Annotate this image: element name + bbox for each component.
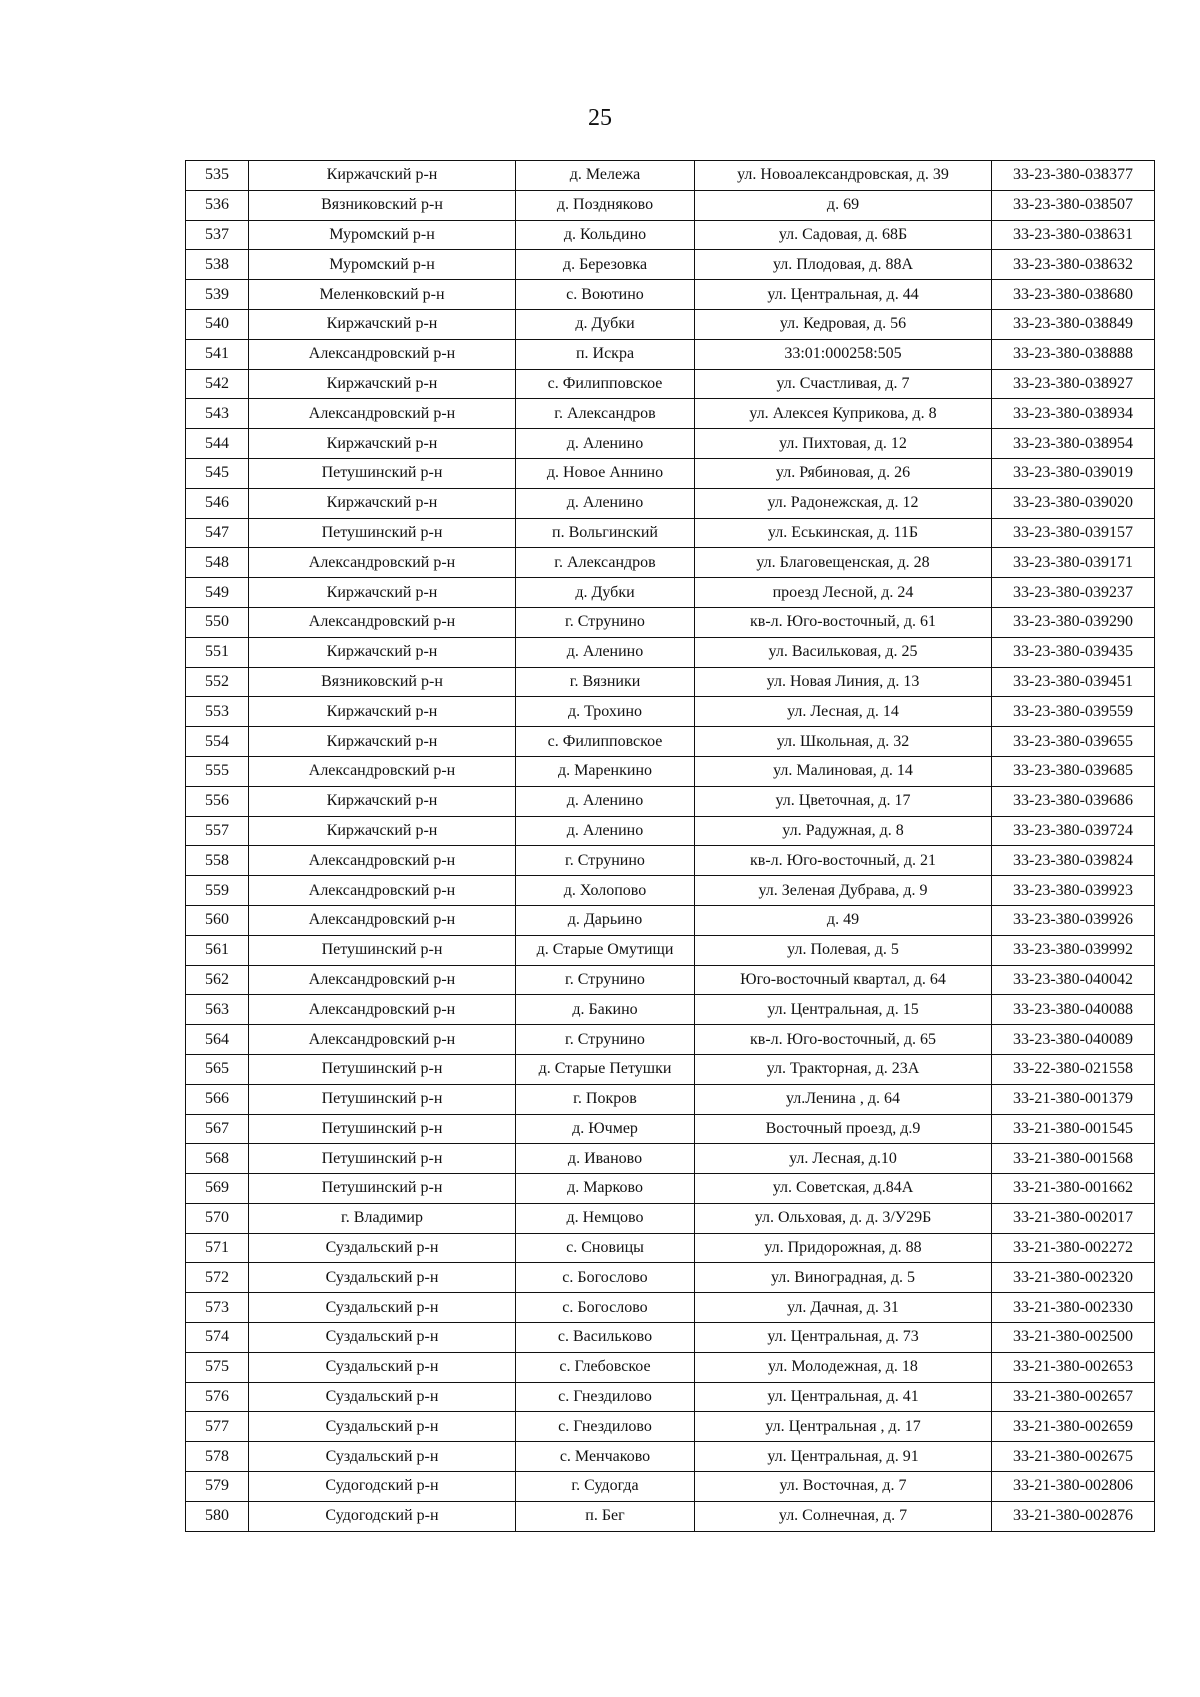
row-number: 573: [186, 1293, 249, 1323]
row-number: 551: [186, 637, 249, 667]
locality-cell: д. Новое Аннино: [516, 458, 695, 488]
table-row: [186, 518, 1155, 548]
table-row: [186, 458, 1155, 488]
district-cell: Судогодский р-н: [249, 1472, 516, 1502]
district-cell: г. Владимир: [249, 1203, 516, 1233]
cadastral-code-cell: 33-23-380-038680: [992, 280, 1155, 310]
address-cell: ул. Радонежская, д. 12: [695, 488, 992, 518]
cadastral-code-cell: 33-21-380-002017: [992, 1203, 1155, 1233]
address-cell: ул. Центральная, д. 91: [695, 1442, 992, 1472]
table-row: [186, 369, 1155, 399]
cadastral-code-cell: 33-23-380-039237: [992, 578, 1155, 608]
cadastral-code-cell: 33-23-380-039451: [992, 667, 1155, 697]
address-cell: ул. Школьная, д. 32: [695, 727, 992, 757]
cadastral-code-cell: 33-21-380-002330: [992, 1293, 1155, 1323]
locality-cell: г. Струнино: [516, 846, 695, 876]
address-cell: ул. Счастливая, д. 7: [695, 369, 992, 399]
cadastral-code-cell: 33-23-380-038954: [992, 429, 1155, 459]
cadastral-code-cell: 33-23-380-040089: [992, 1025, 1155, 1055]
row-number: 553: [186, 697, 249, 727]
locality-cell: с. Глебовское: [516, 1352, 695, 1382]
row-number: 540: [186, 309, 249, 339]
cadastral-code-cell: 33-21-380-001379: [992, 1084, 1155, 1114]
address-cell: ул. Центральная, д. 15: [695, 995, 992, 1025]
district-cell: Киржачский р-н: [249, 637, 516, 667]
row-number: 558: [186, 846, 249, 876]
address-cell: кв-л. Юго-восточный, д. 21: [695, 846, 992, 876]
cadastral-code-cell: 33-21-380-002500: [992, 1323, 1155, 1353]
table-row: [186, 876, 1155, 906]
cadastral-code-cell: 33-23-380-038934: [992, 399, 1155, 429]
table-row: [186, 816, 1155, 846]
cadastral-code-cell: 33-23-380-038631: [992, 220, 1155, 250]
locality-cell: г. Александров: [516, 548, 695, 578]
table-row: [186, 1203, 1155, 1233]
row-number: 569: [186, 1174, 249, 1204]
table-row: [186, 1442, 1155, 1472]
address-cell: ул. Новоалександровская, д. 39: [695, 161, 992, 191]
table-row: [186, 1352, 1155, 1382]
address-cell: Юго-восточный квартал, д. 64: [695, 965, 992, 995]
table-row: [186, 399, 1155, 429]
address-cell: ул. Радужная, д. 8: [695, 816, 992, 846]
cadastral-code-cell: 33-23-380-039926: [992, 905, 1155, 935]
row-number: 535: [186, 161, 249, 191]
cadastral-code-cell: 33-23-380-039685: [992, 756, 1155, 786]
locality-cell: с. Сновицы: [516, 1233, 695, 1263]
cadastral-code-cell: 33-23-380-039824: [992, 846, 1155, 876]
table-row: [186, 846, 1155, 876]
address-cell: ул. Лесная, д. 14: [695, 697, 992, 727]
locality-cell: д. Немцово: [516, 1203, 695, 1233]
district-cell: Киржачский р-н: [249, 488, 516, 518]
locality-cell: с. Гнездилово: [516, 1412, 695, 1442]
district-cell: Александровский р-н: [249, 756, 516, 786]
locality-cell: д. Мележа: [516, 161, 695, 191]
district-cell: Петушинский р-н: [249, 1144, 516, 1174]
address-cell: ул. Благовещенская, д. 28: [695, 548, 992, 578]
table-row: [186, 1412, 1155, 1442]
row-number: 577: [186, 1412, 249, 1442]
table-row: [186, 1501, 1155, 1531]
locality-cell: д. Старые Петушки: [516, 1054, 695, 1084]
cadastral-code-cell: 33-23-380-038632: [992, 250, 1155, 280]
row-number: 556: [186, 786, 249, 816]
locality-cell: д. Дарьино: [516, 905, 695, 935]
row-number: 547: [186, 518, 249, 548]
locality-cell: с. Филипповское: [516, 369, 695, 399]
row-number: 579: [186, 1472, 249, 1502]
address-cell: ул. Зеленая Дубрава, д. 9: [695, 876, 992, 906]
table-row: [186, 905, 1155, 935]
cadastral-code-cell: 33-21-380-002876: [992, 1501, 1155, 1531]
row-number: 557: [186, 816, 249, 846]
district-cell: Александровский р-н: [249, 905, 516, 935]
locality-cell: г. Вязники: [516, 667, 695, 697]
address-cell: ул. Малиновая, д. 14: [695, 756, 992, 786]
cadastral-code-cell: 33-21-380-001568: [992, 1144, 1155, 1174]
row-number: 554: [186, 727, 249, 757]
row-number: 542: [186, 369, 249, 399]
table-row: [186, 786, 1155, 816]
table-row: [186, 1174, 1155, 1204]
district-cell: Суздальский р-н: [249, 1293, 516, 1323]
address-cell: ул. Солнечная, д. 7: [695, 1501, 992, 1531]
cadastral-code-cell: 33-21-380-001545: [992, 1114, 1155, 1144]
cadastral-code-cell: 33-23-380-039724: [992, 816, 1155, 846]
address-cell: д. 69: [695, 190, 992, 220]
cadastral-code-cell: 33-23-380-038888: [992, 339, 1155, 369]
locality-cell: д. Дубки: [516, 309, 695, 339]
address-cell: ул. Придорожная, д. 88: [695, 1233, 992, 1263]
cadastral-code-cell: 33-23-380-040088: [992, 995, 1155, 1025]
page-number: 25: [588, 105, 612, 131]
address-cell: д. 49: [695, 905, 992, 935]
table-row: [186, 1263, 1155, 1293]
locality-cell: д. Маренкино: [516, 756, 695, 786]
table-row: [186, 1472, 1155, 1502]
district-cell: Петушинский р-н: [249, 1174, 516, 1204]
locality-cell: д. Трохино: [516, 697, 695, 727]
district-cell: Петушинский р-н: [249, 518, 516, 548]
locality-cell: г. Струнино: [516, 607, 695, 637]
address-cell: ул. Полевая, д. 5: [695, 935, 992, 965]
address-cell: Восточный проезд, д.9: [695, 1114, 992, 1144]
district-cell: Вязниковский р-н: [249, 190, 516, 220]
registry-table-body: [186, 161, 1155, 1532]
locality-cell: с. Богослово: [516, 1293, 695, 1323]
table-row: [186, 935, 1155, 965]
cadastral-code-cell: 33-21-380-002272: [992, 1233, 1155, 1263]
district-cell: Суздальский р-н: [249, 1442, 516, 1472]
district-cell: Киржачский р-н: [249, 578, 516, 608]
district-cell: Александровский р-н: [249, 399, 516, 429]
row-number: 568: [186, 1144, 249, 1174]
locality-cell: с. Гнездилово: [516, 1382, 695, 1412]
table-row: [186, 280, 1155, 310]
cadastral-code-cell: 33-23-380-039171: [992, 548, 1155, 578]
locality-cell: д. Аленино: [516, 429, 695, 459]
locality-cell: п. Искра: [516, 339, 695, 369]
district-cell: Суздальский р-н: [249, 1263, 516, 1293]
address-cell: ул. Пихтовая, д. 12: [695, 429, 992, 459]
row-number: 555: [186, 756, 249, 786]
cadastral-code-cell: 33-23-380-039435: [992, 637, 1155, 667]
address-cell: кв-л. Юго-восточный, д. 65: [695, 1025, 992, 1055]
table-row: [186, 1025, 1155, 1055]
address-cell: ул. Васильковая, д. 25: [695, 637, 992, 667]
cadastral-code-cell: 33-23-380-039157: [992, 518, 1155, 548]
row-number: 571: [186, 1233, 249, 1263]
table-row: [186, 1144, 1155, 1174]
table-row: [186, 1233, 1155, 1263]
table-row: [186, 756, 1155, 786]
address-cell: проезд Лесной, д. 24: [695, 578, 992, 608]
table-row: [186, 1323, 1155, 1353]
district-cell: Судогодский р-н: [249, 1501, 516, 1531]
district-cell: Суздальский р-н: [249, 1323, 516, 1353]
row-number: 570: [186, 1203, 249, 1233]
locality-cell: д. Холопово: [516, 876, 695, 906]
locality-cell: г. Александров: [516, 399, 695, 429]
locality-cell: г. Покров: [516, 1084, 695, 1114]
address-cell: ул. Еськинская, д. 11Б: [695, 518, 992, 548]
district-cell: Киржачский р-н: [249, 697, 516, 727]
table-row: [186, 488, 1155, 518]
row-number: 538: [186, 250, 249, 280]
row-number: 578: [186, 1442, 249, 1472]
locality-cell: п. Бег: [516, 1501, 695, 1531]
table-row: [186, 578, 1155, 608]
locality-cell: д. Иваново: [516, 1144, 695, 1174]
cadastral-code-cell: 33-23-380-039290: [992, 607, 1155, 637]
row-number: 564: [186, 1025, 249, 1055]
district-cell: Суздальский р-н: [249, 1412, 516, 1442]
district-cell: Петушинский р-н: [249, 458, 516, 488]
locality-cell: д. Березовка: [516, 250, 695, 280]
table-row: [186, 309, 1155, 339]
row-number: 572: [186, 1263, 249, 1293]
row-number: 541: [186, 339, 249, 369]
row-number: 580: [186, 1501, 249, 1531]
row-number: 560: [186, 905, 249, 935]
district-cell: Александровский р-н: [249, 1025, 516, 1055]
table-row: [186, 548, 1155, 578]
district-cell: Киржачский р-н: [249, 161, 516, 191]
table-row: [186, 1084, 1155, 1114]
row-number: 546: [186, 488, 249, 518]
row-number: 548: [186, 548, 249, 578]
district-cell: Киржачский р-н: [249, 816, 516, 846]
address-cell: ул. Ольховая, д. д. 3/У29Б: [695, 1203, 992, 1233]
table-row: [186, 727, 1155, 757]
table-row: [186, 667, 1155, 697]
cadastral-code-cell: 33-23-380-038377: [992, 161, 1155, 191]
cadastral-code-cell: 33-21-380-002675: [992, 1442, 1155, 1472]
address-cell: ул. Лесная, д.10: [695, 1144, 992, 1174]
locality-cell: д. Старые Омутищи: [516, 935, 695, 965]
row-number: 563: [186, 995, 249, 1025]
cadastral-code-cell: 33-23-380-039019: [992, 458, 1155, 488]
table-row: [186, 607, 1155, 637]
row-number: 537: [186, 220, 249, 250]
cadastral-code-cell: 33-23-380-039655: [992, 727, 1155, 757]
table-row: [186, 995, 1155, 1025]
district-cell: Александровский р-н: [249, 339, 516, 369]
address-cell: ул. Новая Линия, д. 13: [695, 667, 992, 697]
cadastral-code-cell: 33-23-380-039992: [992, 935, 1155, 965]
locality-cell: д. Поздняково: [516, 190, 695, 220]
locality-cell: с. Васильково: [516, 1323, 695, 1353]
locality-cell: д. Аленино: [516, 488, 695, 518]
row-number: 567: [186, 1114, 249, 1144]
row-number: 566: [186, 1084, 249, 1114]
row-number: 561: [186, 935, 249, 965]
cadastral-code-cell: 33-23-380-039923: [992, 876, 1155, 906]
address-cell: ул. Алексея Куприкова, д. 8: [695, 399, 992, 429]
district-cell: Александровский р-н: [249, 548, 516, 578]
district-cell: Александровский р-н: [249, 995, 516, 1025]
locality-cell: д. Аленино: [516, 637, 695, 667]
locality-cell: д. Аленино: [516, 816, 695, 846]
row-number: 545: [186, 458, 249, 488]
district-cell: Киржачский р-н: [249, 786, 516, 816]
row-number: 574: [186, 1323, 249, 1353]
row-number: 565: [186, 1054, 249, 1084]
locality-cell: д. Ючмер: [516, 1114, 695, 1144]
address-cell: ул. Восточная, д. 7: [695, 1472, 992, 1502]
table-row: [186, 1054, 1155, 1084]
table-row: [186, 161, 1155, 191]
row-number: 575: [186, 1352, 249, 1382]
locality-cell: д. Аленино: [516, 786, 695, 816]
cadastral-code-cell: 33-22-380-021558: [992, 1054, 1155, 1084]
address-cell: ул. Виноградная, д. 5: [695, 1263, 992, 1293]
row-number: 544: [186, 429, 249, 459]
district-cell: Киржачский р-н: [249, 309, 516, 339]
district-cell: Муромский р-н: [249, 250, 516, 280]
table-row: [186, 697, 1155, 727]
address-cell: ул. Центральная, д. 41: [695, 1382, 992, 1412]
district-cell: Вязниковский р-н: [249, 667, 516, 697]
address-cell: ул. Плодовая, д. 88А: [695, 250, 992, 280]
row-number: 539: [186, 280, 249, 310]
table-row: [186, 965, 1155, 995]
row-number: 543: [186, 399, 249, 429]
cadastral-code-cell: 33-23-380-039559: [992, 697, 1155, 727]
row-number: 550: [186, 607, 249, 637]
district-cell: Муромский р-н: [249, 220, 516, 250]
cadastral-code-cell: 33-21-380-002653: [992, 1352, 1155, 1382]
address-cell: ул. Центральная , д. 17: [695, 1412, 992, 1442]
district-cell: Суздальский р-н: [249, 1382, 516, 1412]
table-row: [186, 339, 1155, 369]
district-cell: Александровский р-н: [249, 876, 516, 906]
cadastral-code-cell: 33-21-380-002320: [992, 1263, 1155, 1293]
table-row: [186, 190, 1155, 220]
address-cell: ул. Советская, д.84А: [695, 1174, 992, 1204]
address-cell: ул.Ленина , д. 64: [695, 1084, 992, 1114]
address-cell: ул. Цветочная, д. 17: [695, 786, 992, 816]
address-cell: ул. Центральная, д. 73: [695, 1323, 992, 1353]
address-cell: ул. Дачная, д. 31: [695, 1293, 992, 1323]
cadastral-code-cell: 33-23-380-039686: [992, 786, 1155, 816]
table-row: [186, 250, 1155, 280]
district-cell: Суздальский р-н: [249, 1352, 516, 1382]
district-cell: Александровский р-н: [249, 965, 516, 995]
locality-cell: с. Филипповское: [516, 727, 695, 757]
address-cell: кв-л. Юго-восточный, д. 61: [695, 607, 992, 637]
locality-cell: п. Вольгинский: [516, 518, 695, 548]
table-row: [186, 1114, 1155, 1144]
cadastral-code-cell: 33-21-380-002659: [992, 1412, 1155, 1442]
locality-cell: д. Марково: [516, 1174, 695, 1204]
district-cell: Киржачский р-н: [249, 369, 516, 399]
district-cell: Александровский р-н: [249, 846, 516, 876]
row-number: 576: [186, 1382, 249, 1412]
locality-cell: с. Менчаково: [516, 1442, 695, 1472]
table-row: [186, 637, 1155, 667]
address-cell: ул. Центральная, д. 44: [695, 280, 992, 310]
table-row: [186, 429, 1155, 459]
cadastral-code-cell: 33-23-380-038507: [992, 190, 1155, 220]
row-number: 549: [186, 578, 249, 608]
address-cell: ул. Кедровая, д. 56: [695, 309, 992, 339]
cadastral-code-cell: 33-21-380-002806: [992, 1472, 1155, 1502]
district-cell: Александровский р-н: [249, 607, 516, 637]
district-cell: Меленковский р-н: [249, 280, 516, 310]
row-number: 562: [186, 965, 249, 995]
row-number: 552: [186, 667, 249, 697]
district-cell: Суздальский р-н: [249, 1233, 516, 1263]
locality-cell: с. Богослово: [516, 1263, 695, 1293]
cadastral-code-cell: 33-23-380-040042: [992, 965, 1155, 995]
row-number: 536: [186, 190, 249, 220]
cadastral-code-cell: 33-23-380-039020: [992, 488, 1155, 518]
table-row: [186, 1382, 1155, 1412]
district-cell: Петушинский р-н: [249, 1084, 516, 1114]
address-cell: ул. Тракторная, д. 23А: [695, 1054, 992, 1084]
district-cell: Петушинский р-н: [249, 1114, 516, 1144]
locality-cell: д. Бакино: [516, 995, 695, 1025]
cadastral-code-cell: 33-23-380-038849: [992, 309, 1155, 339]
district-cell: Киржачский р-н: [249, 429, 516, 459]
cadastral-code-cell: 33-23-380-038927: [992, 369, 1155, 399]
locality-cell: с. Воютино: [516, 280, 695, 310]
district-cell: Киржачский р-н: [249, 727, 516, 757]
locality-cell: д. Дубки: [516, 578, 695, 608]
locality-cell: д. Кольдино: [516, 220, 695, 250]
district-cell: Петушинский р-н: [249, 935, 516, 965]
district-cell: Петушинский р-н: [249, 1054, 516, 1084]
registry-table: [185, 160, 1155, 1532]
table-row: [186, 1293, 1155, 1323]
address-cell: ул. Молодежная, д. 18: [695, 1352, 992, 1382]
cadastral-code-cell: 33-21-380-002657: [992, 1382, 1155, 1412]
address-cell: ул. Рябиновая, д. 26: [695, 458, 992, 488]
locality-cell: г. Судогда: [516, 1472, 695, 1502]
table-row: [186, 220, 1155, 250]
cadastral-code-cell: 33-21-380-001662: [992, 1174, 1155, 1204]
row-number: 559: [186, 876, 249, 906]
locality-cell: г. Струнино: [516, 965, 695, 995]
locality-cell: г. Струнино: [516, 1025, 695, 1055]
address-cell: 33:01:000258:505: [695, 339, 992, 369]
address-cell: ул. Садовая, д. 68Б: [695, 220, 992, 250]
